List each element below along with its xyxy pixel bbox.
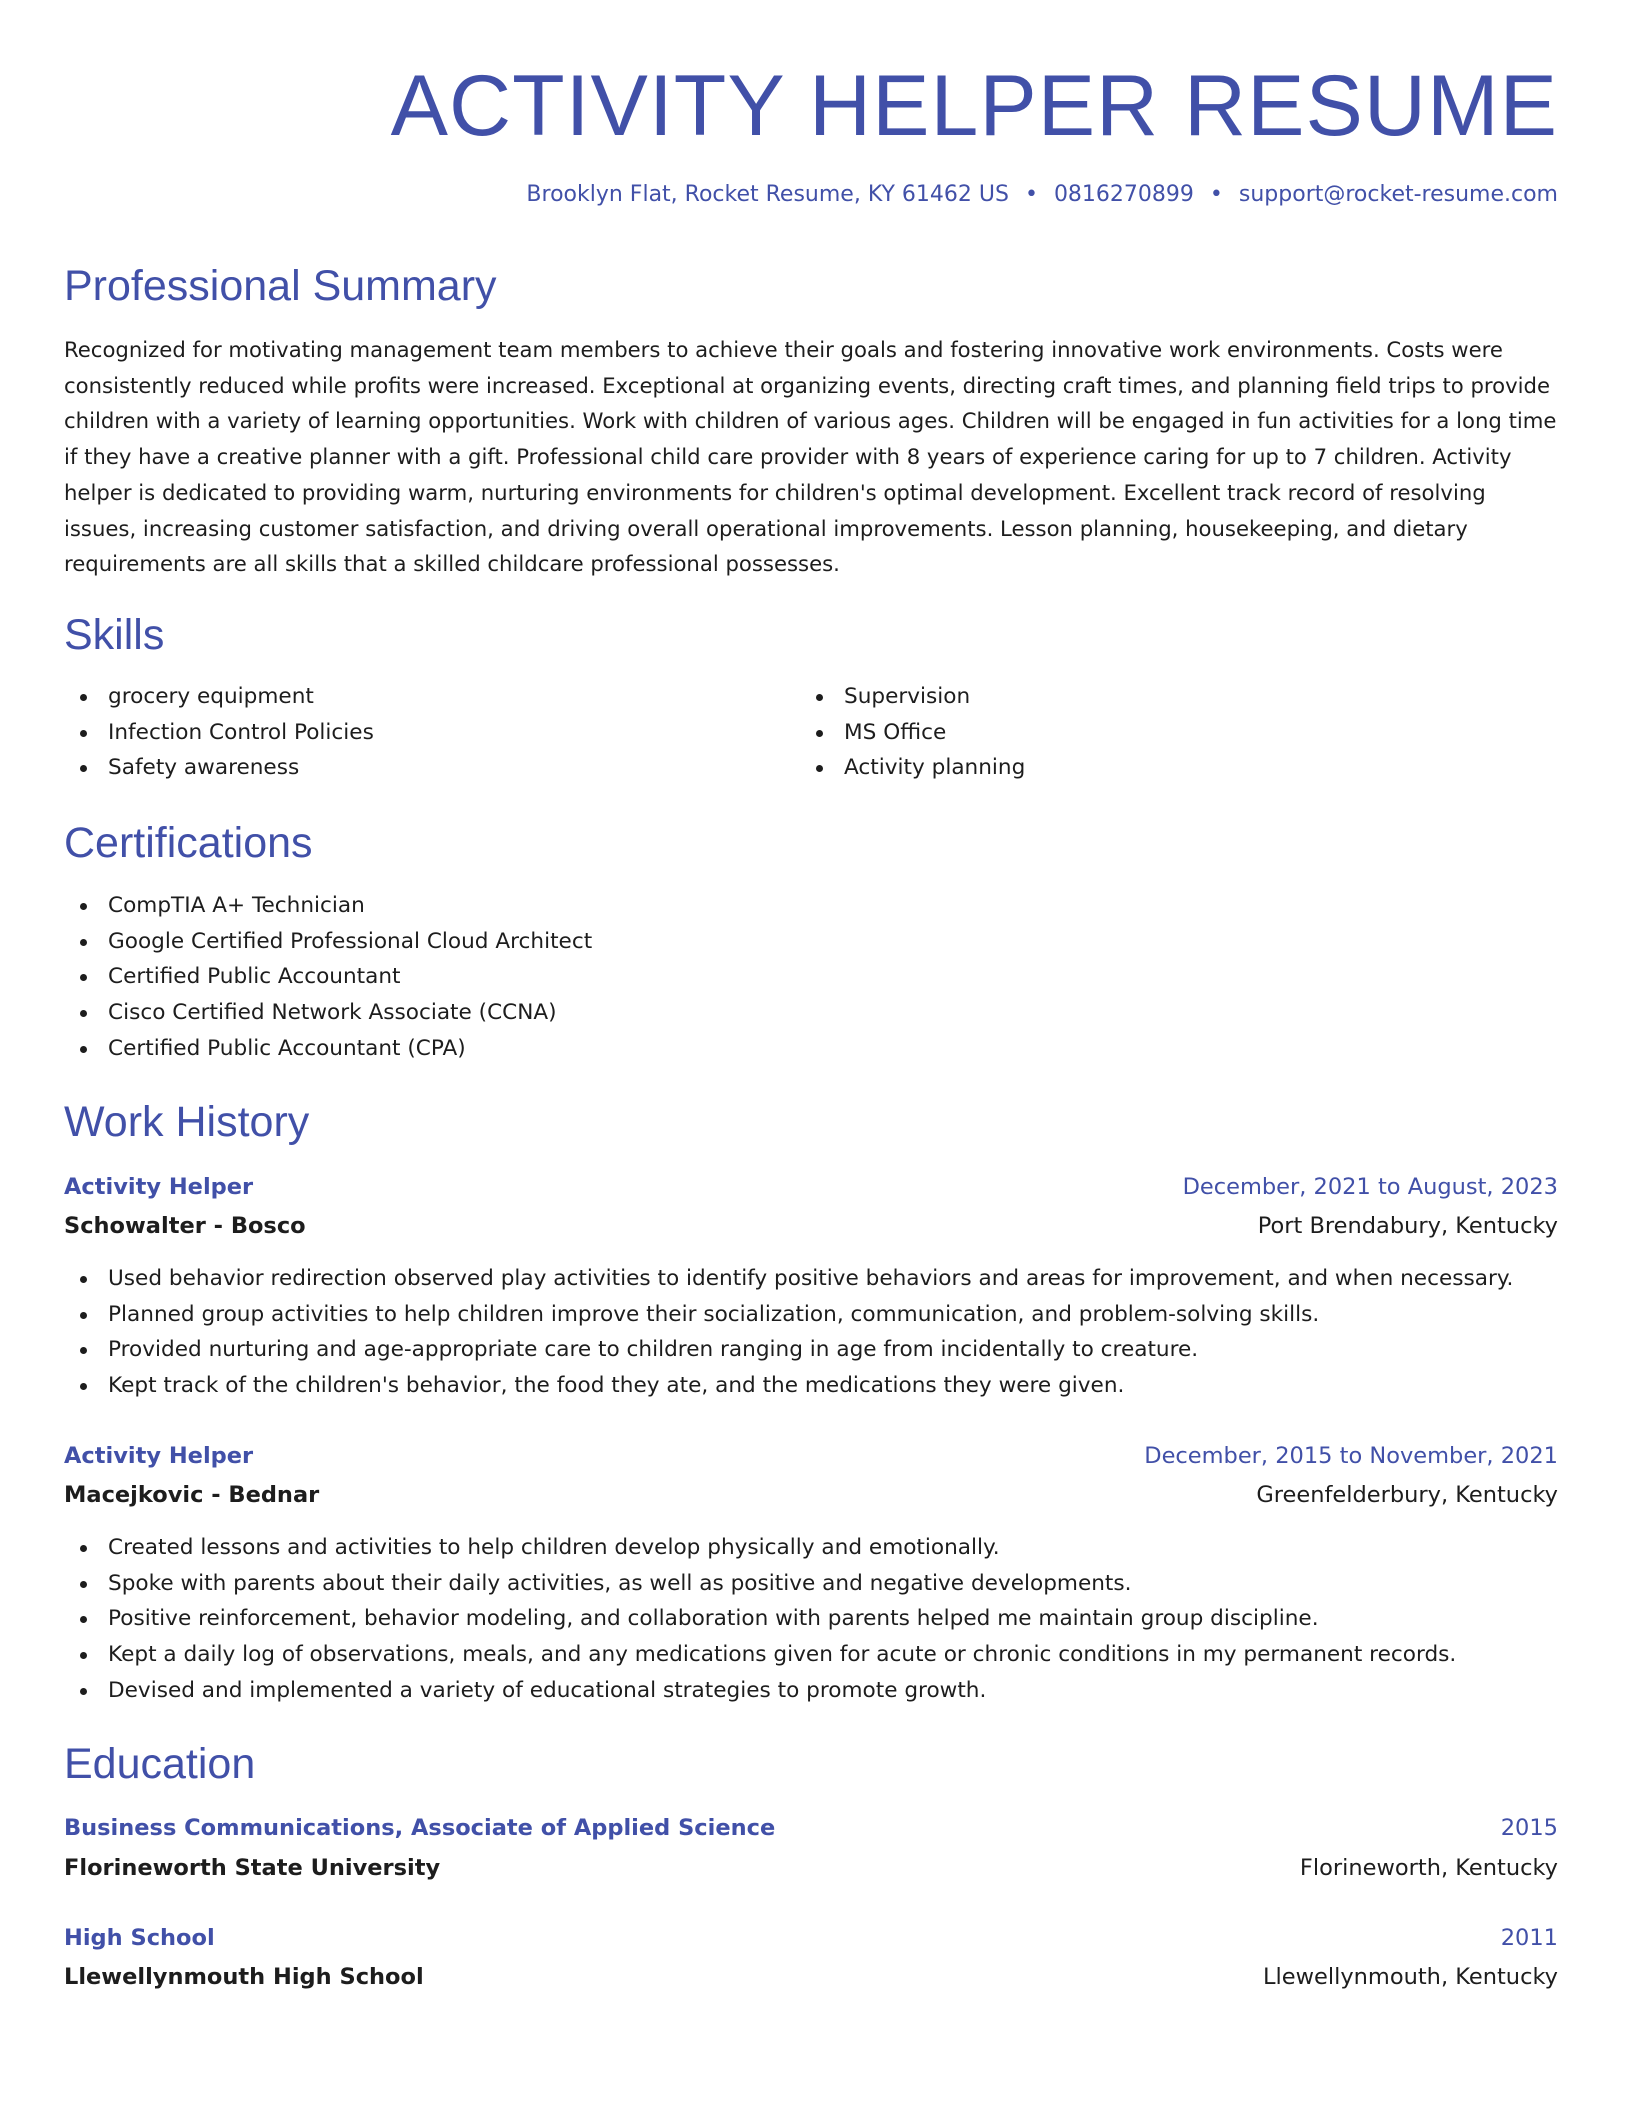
separator: • [1209,182,1223,207]
job-bullets [64,1530,1456,1709]
phone: 0816270899 [1053,182,1194,207]
job-dates: December, 2021 to August, 2023 [1182,1174,1558,1200]
job-bullet: Created lessons and activities to help children develop physically and emotionally. [64,1530,1456,1566]
summary-heading: Professional Summary [64,262,497,310]
skill-item: grocery equipment [64,679,374,715]
certifications-list [64,888,592,1067]
job-header [64,1436,1558,1476]
education-subheader [64,1848,1558,1888]
job-role: Activity Helper [64,1174,254,1200]
certification-item: Certified Public Accountant [64,959,592,995]
skills-list-left [64,679,374,786]
certifications-heading: Certifications [64,819,313,867]
job-bullet: Devised and implemented a variety of educational strategies to promote growth. [64,1673,1456,1709]
skill-item: Safety awareness [64,750,374,786]
certification-item: Certified Public Accountant (CPA) [64,1031,592,1067]
job-bullet: Kept a daily log of observations, meals, and any medications given for acute or chronic conditions in my permanent records. [64,1637,1456,1673]
job-location: Greenfelderbury, Kentucky [1256,1482,1558,1508]
job-bullet: Provided nurturing and age-appropriate care to children ranging in age from incidentally to creature. [64,1332,1513,1368]
job-company: Schowalter - Bosco [64,1213,306,1239]
address: Brooklyn Flat, Rocket Resume, KY 61462 US [526,182,1009,207]
job-subheader [64,1206,1558,1246]
skill-item: Activity planning [800,750,1025,786]
education-header [64,1808,1558,1848]
job-bullets [64,1261,1513,1404]
education-degree: Business Communications, Associate of Applied Science [64,1815,776,1841]
education-heading: Education [64,1740,256,1788]
job-header [64,1167,1558,1207]
education-year: 2011 [1500,1925,1558,1951]
job-company: Macejkovic - Bednar [64,1482,320,1508]
job-dates: December, 2015 to November, 2021 [1144,1443,1558,1469]
contact-line [526,180,1558,210]
email-link[interactable]: support@rocket-resume.com [1238,182,1558,207]
education-location: Llewellynmouth, Kentucky [1262,1964,1558,1990]
education-degree: High School [64,1925,215,1951]
job-location: Port Brendabury, Kentucky [1257,1213,1558,1239]
skill-item: Infection Control Policies [64,715,374,751]
education-year: 2015 [1500,1815,1558,1841]
job-bullet: Planned group activities to help children improve their socialization, communication, and problem-solving skills. [64,1297,1513,1333]
work-heading: Work History [64,1098,310,1146]
job-bullet: Spoke with parents about their daily activities, as well as positive and negative developments. [64,1566,1456,1602]
skill-item: Supervision [800,679,1025,715]
summary-text: Recognized for motivating management team members to achieve their goals and fostering innovative work environments. Costs were consistently reduced while profits were increased. Exceptional at organizing events, directing craft times, and planning field trips to provide children with a variety of learning opportunities. Work with children of various ages. Children will be engaged in fun activities for a long time if they have a creative planner with a gift. Professional child care provider with 8 years of experience caring for up to 7 children. Activity helper is dedicated to providing warm, nurturing environments for children's optimal development. Excellent track record of resolving issues, increasing customer satisfaction, and driving overall operational improvements. Lesson planning, housekeeping, and dietary requirements are all skills that a skilled childcare professional possesses. [64,337,1557,577]
skills-heading: Skills [64,611,165,659]
job-bullet: Kept track of the children's behavior, the food they ate, and the medications they were given. [64,1368,1513,1404]
job-subheader [64,1475,1558,1515]
job-bullet: Positive reinforcement, behavior modeling, and collaboration with parents helped me maintain group discipline. [64,1601,1456,1637]
education-school: Florineworth State University [64,1855,441,1881]
job-bullet: Used behavior redirection observed play activities to identify positive behaviors and areas for improvement, and when necessary. [64,1261,1513,1297]
certification-item: CompTIA A+ Technician [64,888,592,924]
job-role: Activity Helper [64,1443,254,1469]
education-location: Florineworth, Kentucky [1299,1855,1558,1881]
skills-list-right [800,679,1025,786]
education-header [64,1918,1558,1958]
resume-page [64,0,1558,1990]
certification-item: Google Certified Professional Cloud Architect [64,924,592,960]
skill-item: MS Office [800,715,1025,751]
education-subheader [64,1957,1558,1997]
resume-title: ACTIVITY HELPER RESUME [390,58,1558,154]
certification-item: Cisco Certified Network Associate (CCNA) [64,995,592,1031]
education-school: Llewellynmouth High School [64,1964,424,1990]
separator: • [1024,182,1038,207]
